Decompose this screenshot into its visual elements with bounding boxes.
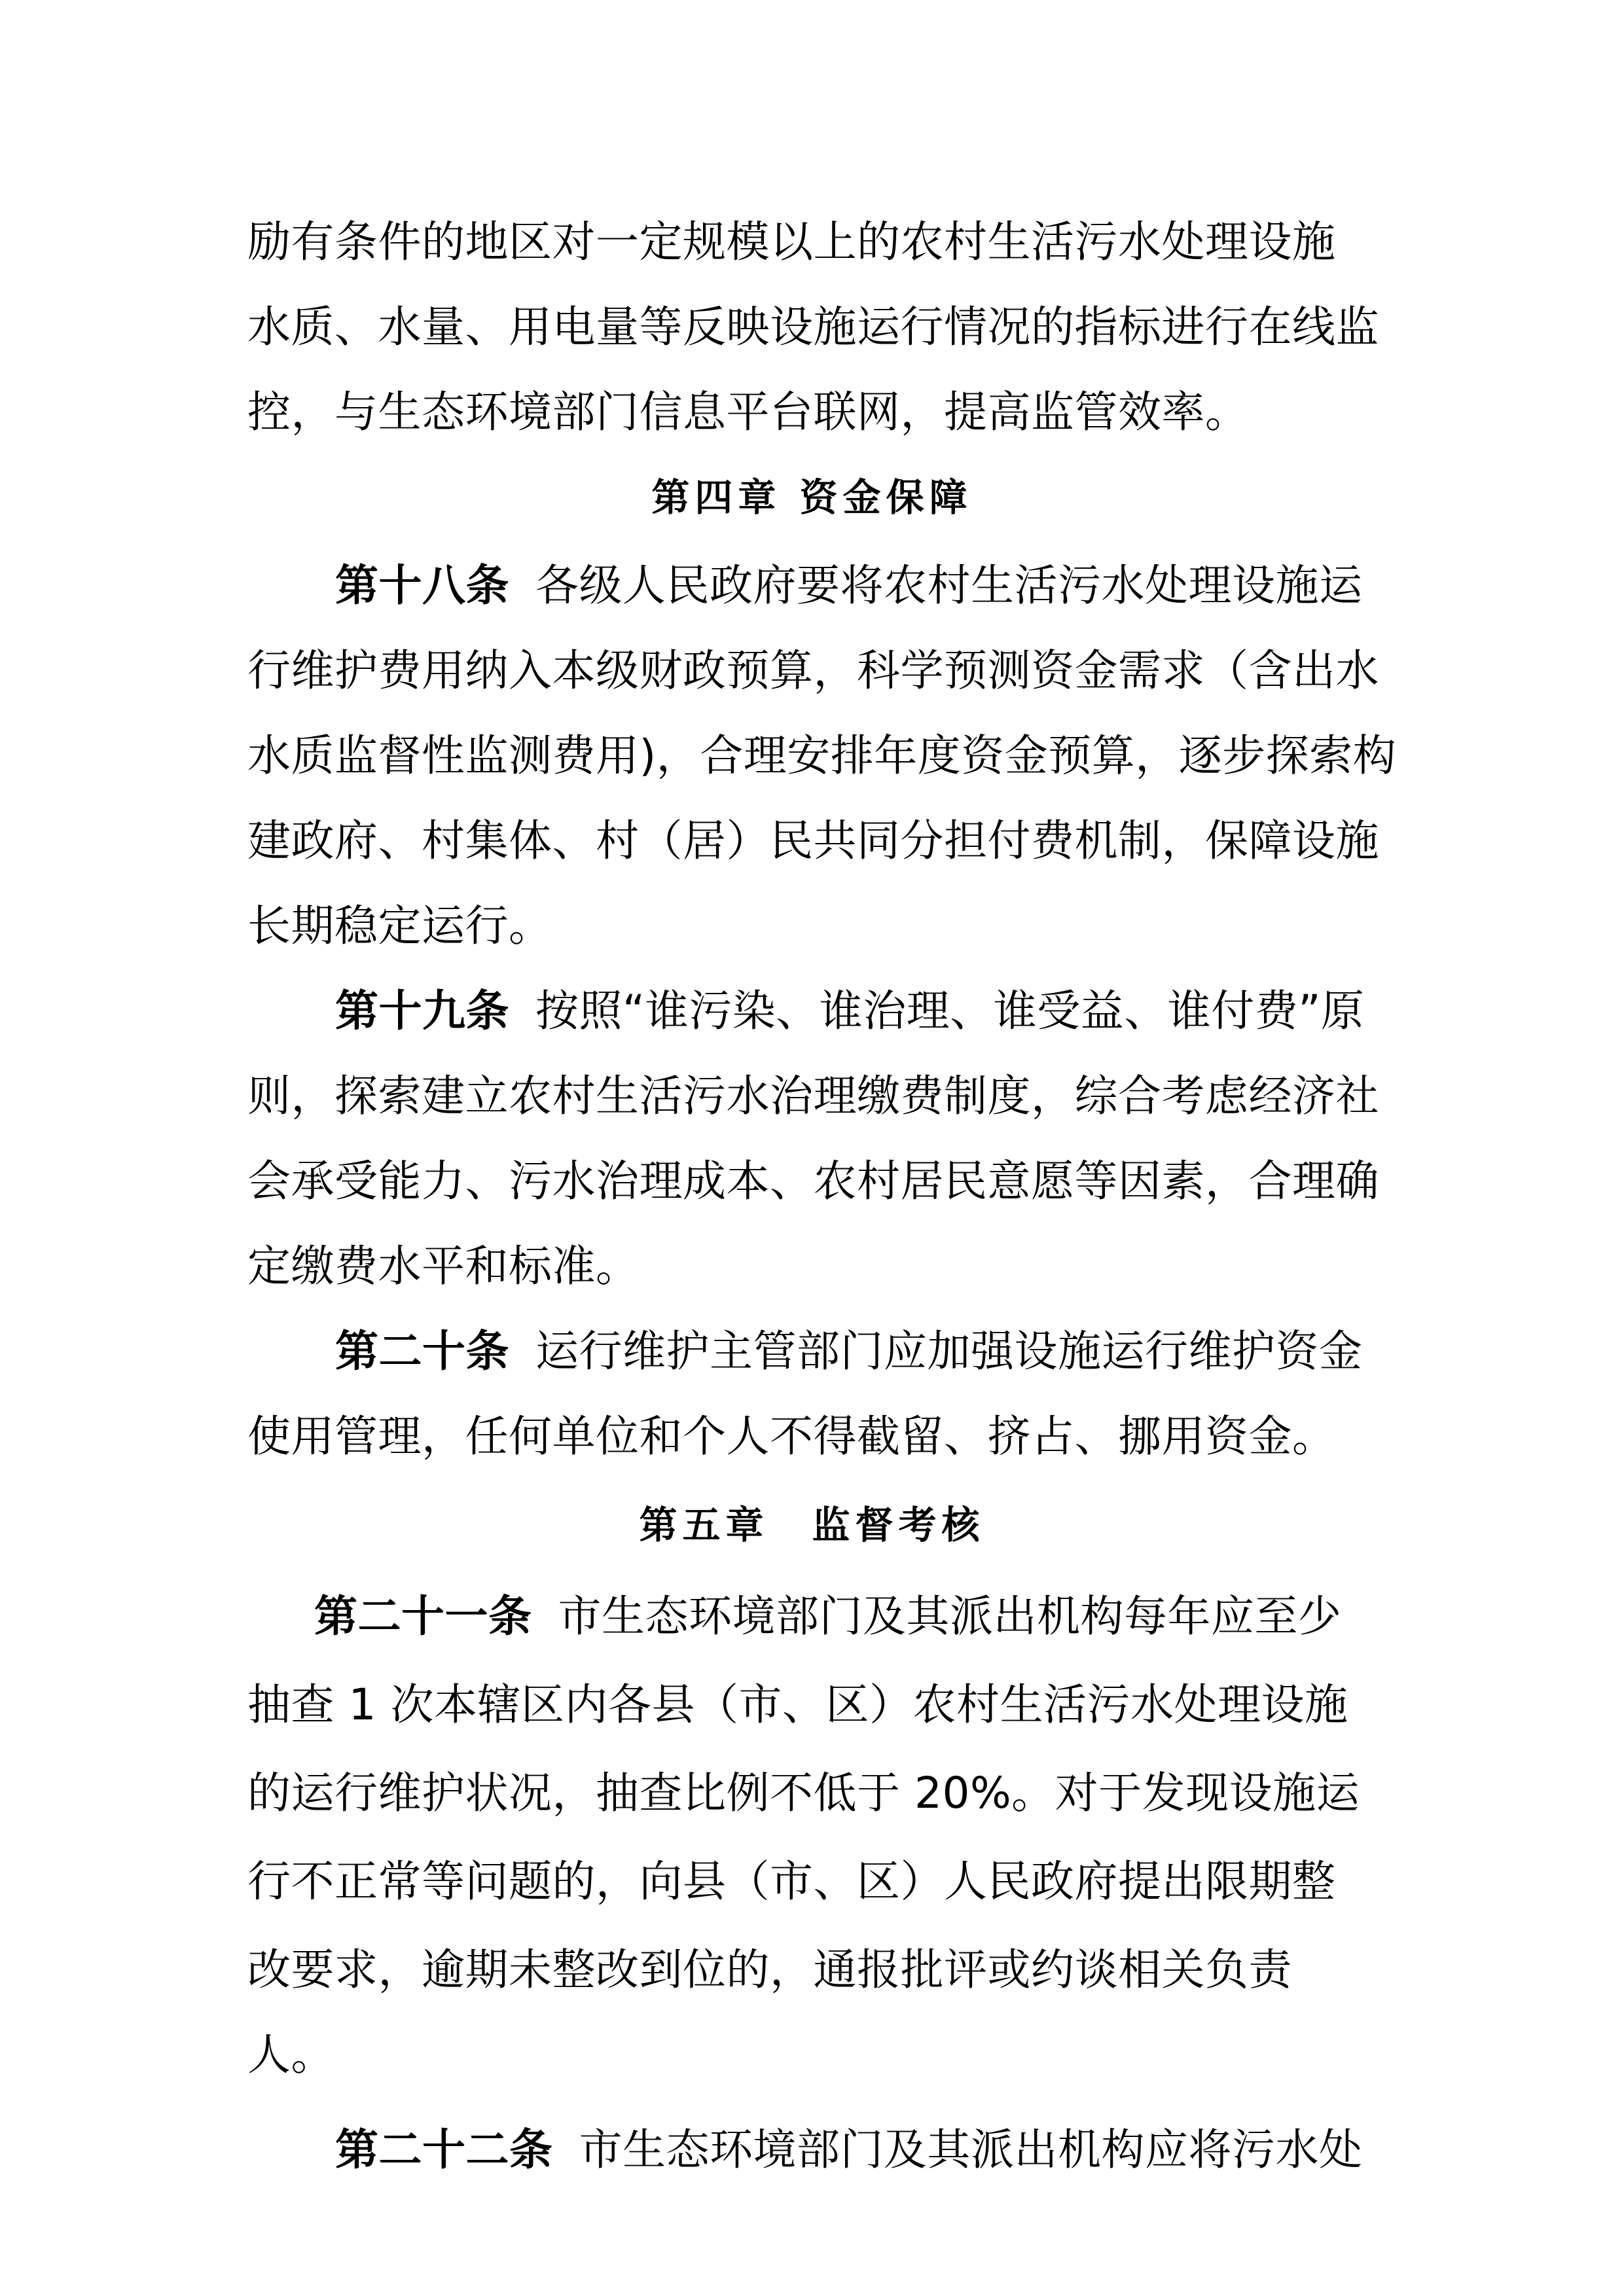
article-20-label: 第二十条 [335, 1326, 509, 1376]
article-21-label: 第二十一条 [314, 1591, 532, 1641]
article-18-line-2: 行维护费用纳入本级财政预算，科学预测资金需求（含出水 [247, 645, 1379, 696]
article-22-text: 市生态环境部门及其派出机构应将污水处 [579, 2125, 1363, 2175]
article-21-line-5: 改要求，逾期未整改到位的，通报批评或约谈相关负责 [247, 1945, 1292, 1995]
article-19-line-3: 会承受能力、污水治理成本、农村居民意愿等因素，合理确 [247, 1156, 1379, 1206]
article-18-text: 各级人民政府要将农村生活污水处理设施运 [535, 560, 1363, 611]
article-21-line-4: 行不正常等问题的，向县（市、区）人民政府提出限期整 [247, 1856, 1336, 1907]
article-20-line-2: 使用管理，任何单位和个人不得截留、挤占、挪用资金。 [247, 1411, 1336, 1462]
article-21-line-2: 抽查 1 次本辖区内各县（市、区）农村生活污水处理设施 [247, 1679, 1348, 1730]
article-21-line-3: 的运行维护状况，抽查比例不低于 20%。对于发现设施运 [247, 1768, 1360, 1818]
intro-line-1: 励有条件的地区对一定规模以上的农村生活污水处理设施 [247, 217, 1336, 267]
intro-line-3: 控，与生态环境部门信息平台联网，提高监管效率。 [247, 387, 1249, 437]
article-22-label: 第二十二条 [335, 2125, 553, 2175]
chapter-4-title: 第四章 资金保障 [651, 475, 973, 520]
article-21-text: 市生态环境部门及其派出机构每年应至少 [558, 1591, 1342, 1641]
article-22-first-line [335, 2117, 1363, 2183]
article-18-line-3: 水质监督性监测费用)，合理安排年度资金预算，逐步探索构 [247, 730, 1397, 781]
article-19-line-2: 则，探索建立农村生活污水治理缴费制度，综合考虑经济社 [247, 1071, 1379, 1121]
article-18-label: 第十八条 [335, 560, 509, 611]
article-20-first-line [335, 1319, 1363, 1384]
article-18-line-5: 长期稳定运行。 [247, 901, 552, 951]
article-18-line-4: 建政府、村集体、村（居）民共同分担付费机制，保障设施 [247, 816, 1379, 866]
article-19-text: 按照“谁污染、谁治理、谁受益、谁付费”原 [535, 986, 1365, 1036]
article-18-first-line [335, 553, 1363, 619]
intro-line-2: 水质、水量、用电量等反映设施运行情况的指标进行在线监 [247, 302, 1379, 352]
article-19-first-line [335, 978, 1364, 1044]
chapter-5-title: 第五章 监督考核 [639, 1503, 985, 1547]
article-21-first-line [314, 1584, 1342, 1649]
article-21-line-6: 人。 [247, 2030, 334, 2080]
article-20-text: 运行维护主管部门应加强设施运行维护资金 [535, 1326, 1363, 1376]
article-19-label: 第十九条 [335, 986, 509, 1036]
article-19-line-4: 定缴费水平和标准。 [247, 1241, 640, 1291]
